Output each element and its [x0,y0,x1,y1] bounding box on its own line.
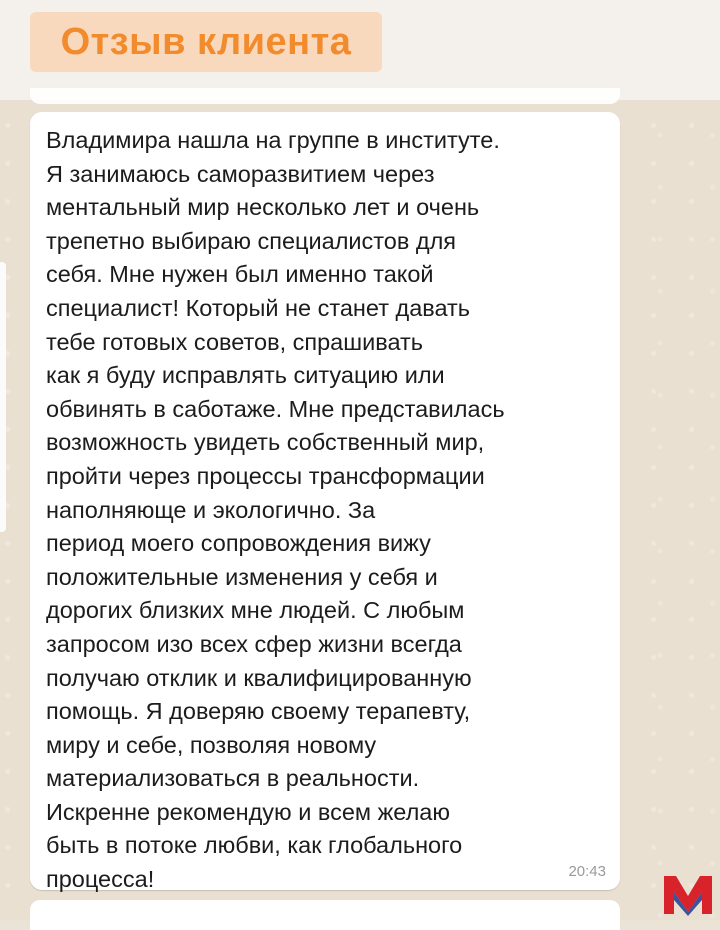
message-line: Искренне рекомендую и всем желаю [46,798,450,825]
message-line: положительные изменения у себя и [46,563,438,590]
message-line: дорогих близких мне людей. С любым [46,597,465,624]
message-text [46,124,606,897]
message-line: период моего сопровождения вижу [46,530,431,557]
message-timestamp: 20:43 [568,863,606,880]
message-line: специалист! Который не станет давать [46,294,471,321]
message-line: материализоваться в реальности. [46,765,420,792]
message-line: ментальный мир несколько лет и очень [46,194,480,221]
message-line: пройти через процессы трансформации [46,462,485,489]
message-line: Владимира нашла на группе в институте. [46,127,500,153]
message-line: возможность увидеть собственный мир, [46,429,485,456]
previous-message-bubble[interactable] [30,88,620,104]
message-line: запросом изо всех сфер жизни всегда [46,630,462,657]
message-line: процесса! [46,866,155,893]
m-logo-icon [660,870,716,916]
message-line: помощь. Я доверяю своему терапевту, [46,698,471,725]
message-bubble[interactable] [30,112,620,893]
message-line: быть в потоке любви, как глобального [46,832,463,859]
page-title: Отзыв клиента [60,20,352,63]
message-line: как я буду исправлять ситуацию или [46,362,445,389]
title-badge [30,12,382,72]
next-message-bubble[interactable] [30,900,620,930]
message-line: трепетно выбираю специалистов для [46,227,457,254]
message-line: себя. Мне нужен был именно такой [46,261,434,288]
message-line: наполняюще и экологично. За [46,496,376,523]
message-line: Я занимаюсь саморазвитием через [46,160,435,187]
message-line: обвинять в саботаже. Мне представилась [46,395,505,422]
message-line: тебе готовых советов, спрашивать [46,328,424,355]
left-panel-edge [0,262,6,532]
message-line: миру и себе, позволяя новому [46,731,377,758]
message-line: получаю отклик и квалифицированную [46,664,472,691]
